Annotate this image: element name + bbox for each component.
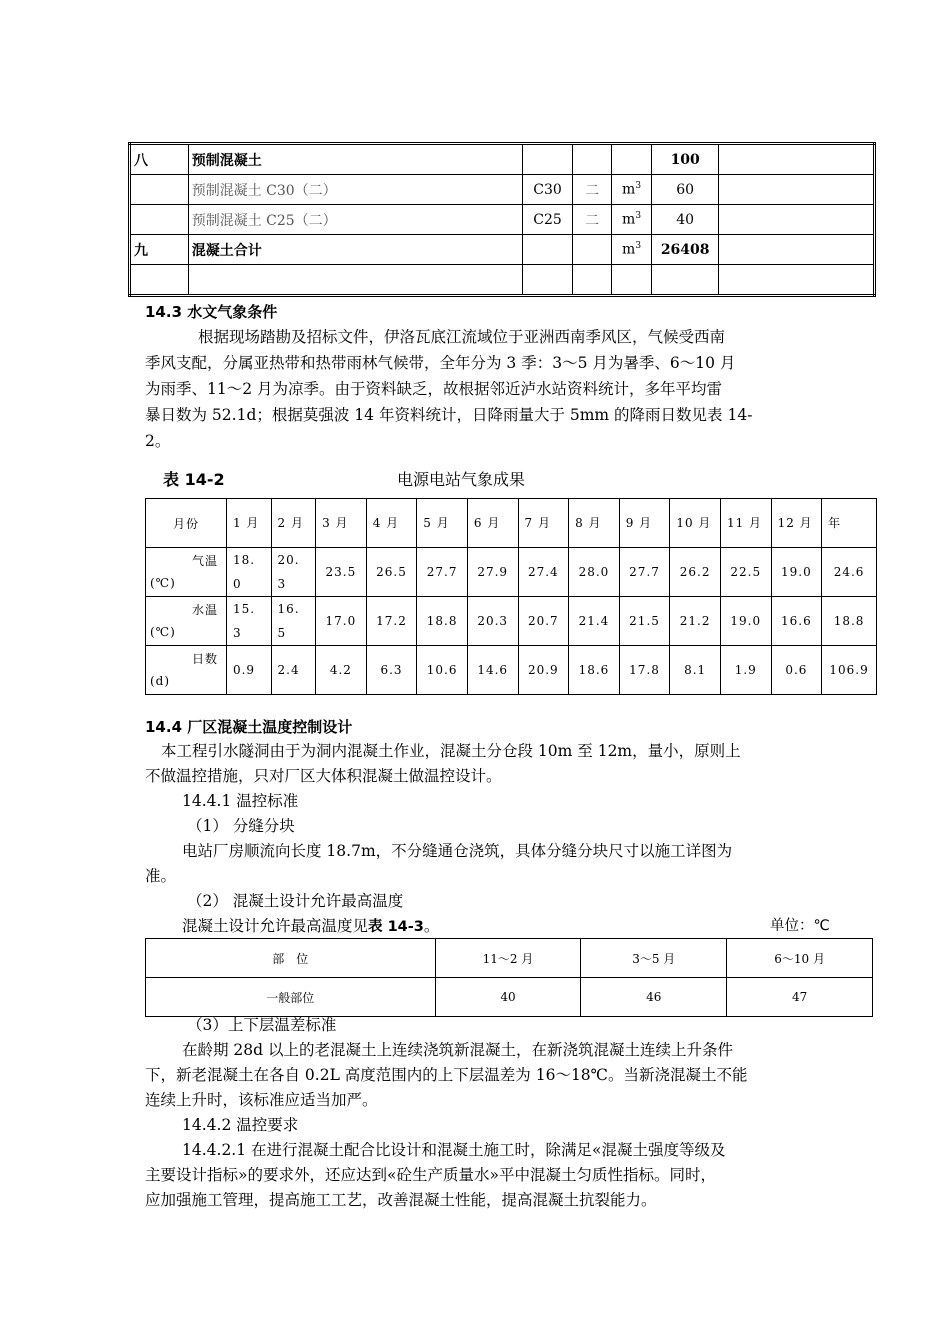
paragraph-line: 根据现场踏勘及招标文件，伊洛瓦底江流域位于亚洲西南季风区，气候受西南 xyxy=(198,328,726,346)
table-cell xyxy=(719,265,875,296)
table-cell: 一般部位 xyxy=(146,978,436,1017)
table-cell xyxy=(130,175,189,205)
table-cell xyxy=(226,548,271,597)
table-header-row xyxy=(146,939,873,978)
table-cell: 22.5 xyxy=(720,548,771,597)
table-cell: 17.2 xyxy=(366,597,417,646)
table-cell: 46 xyxy=(581,978,727,1017)
unit-superscript: 3 xyxy=(635,211,642,222)
max-temperature-table xyxy=(145,938,873,1017)
table-cell xyxy=(611,175,651,205)
table-cell: 23.5 xyxy=(316,548,367,597)
paragraph-line: 2。 xyxy=(145,432,171,450)
cell-text: 100 xyxy=(670,151,700,168)
table-cell: 24.6 xyxy=(822,548,877,597)
cell-text: 3 xyxy=(232,626,242,640)
header-cell: 5 月 xyxy=(417,499,468,548)
table-cell xyxy=(188,175,522,205)
table-cell xyxy=(719,144,875,175)
table-cell xyxy=(271,646,316,695)
table-14-2-label: 表 14-2 xyxy=(163,470,225,489)
paragraph-line: 为雨季、11～2 月为凉季。由于资料缺乏，故根据邻近泸水站资料统计，多年平均雷 xyxy=(145,380,723,398)
table-cell xyxy=(226,597,271,646)
table-cell: 27.7 xyxy=(619,548,670,597)
header-cell: 6 月 xyxy=(467,499,518,548)
row-label-cell xyxy=(146,597,227,646)
table-cell: 17.8 xyxy=(619,646,670,695)
table-cell: 10.6 xyxy=(417,646,468,695)
cell-text: 40 xyxy=(676,211,695,228)
table-cell xyxy=(652,235,719,265)
cell-text: 60 xyxy=(676,181,695,198)
table-cell: 26.5 xyxy=(366,548,417,597)
unit-superscript: 3 xyxy=(635,241,642,252)
row-label: 水温 xyxy=(191,603,218,617)
subsection-heading: 14.4.1 温控标准 xyxy=(182,792,299,810)
paragraph-line: 暴日数为 52.1d；根据莫强波 14 年资料统计，日降雨量大于 5mm 的降雨日数见表 14- xyxy=(145,406,753,424)
table-cell: 4.2 xyxy=(316,646,367,695)
row-unit: (℃) xyxy=(150,576,176,590)
table-row xyxy=(130,144,875,175)
table-row xyxy=(130,235,875,265)
header-cell: 8 月 xyxy=(569,499,620,548)
table-cell: 28.0 xyxy=(569,548,620,597)
table-cell xyxy=(719,175,875,205)
row-unit: (d) xyxy=(150,674,171,688)
cell-text: 九 xyxy=(134,242,148,259)
table-row xyxy=(146,978,873,1017)
table-row xyxy=(146,597,877,646)
section-14-4-body xyxy=(145,739,885,940)
header-cell: 9 月 xyxy=(619,499,670,548)
table-cell: 40 xyxy=(435,978,581,1017)
item-heading: （1） 分缝分块 xyxy=(187,817,295,835)
table-cell: 21.4 xyxy=(569,597,620,646)
table-cell: 27.7 xyxy=(417,548,468,597)
paragraph-line: 主要设计指标»的要求外，还应达到«砼生产质量水»平中混凝土匀质性指标。同时， xyxy=(145,1166,716,1184)
table-row xyxy=(130,175,875,205)
table-cell xyxy=(611,235,651,265)
table-cell xyxy=(271,597,316,646)
table-cell: 27.4 xyxy=(518,548,569,597)
paragraph-line xyxy=(145,914,885,940)
section-14-4-continued xyxy=(145,1013,885,1213)
cell-text: m xyxy=(622,211,636,228)
table-cell xyxy=(188,265,522,296)
row-label: 气温 xyxy=(191,554,218,568)
cell-text: 15. xyxy=(232,602,256,616)
header-cell: 年 xyxy=(822,499,877,548)
paragraph-line: 本工程引水隧洞由于为洞内混凝土作业，混凝土分仓段 10m 至 12m，量小，原则上 xyxy=(161,742,741,760)
table-cell xyxy=(226,646,271,695)
table-cell: 0.6 xyxy=(771,646,822,695)
table-cell: 8.1 xyxy=(670,646,721,695)
header-cell: 月份 xyxy=(146,499,227,548)
item-heading: （3）上下层温差标准 xyxy=(187,1016,337,1034)
table-cell: 106.9 xyxy=(822,646,877,695)
table-cell: 18.8 xyxy=(822,597,877,646)
table-cell xyxy=(719,205,875,235)
header-cell: 10 月 xyxy=(670,499,721,548)
table-cell xyxy=(611,265,651,296)
concrete-quantity-table xyxy=(128,142,876,297)
table-cell xyxy=(573,175,611,205)
table-cell xyxy=(573,205,611,235)
table-cell: 27.9 xyxy=(467,548,518,597)
section-14-3-body xyxy=(145,324,885,454)
table-cell xyxy=(652,205,719,235)
header-cell: 3～5 月 xyxy=(581,939,727,978)
cell-text: 3 xyxy=(277,577,287,591)
table-cell: 19.0 xyxy=(720,597,771,646)
paragraph-line: 不做温控措施，只对厂区大体积混凝土做温控设计。 xyxy=(145,767,502,785)
paragraph-text: 混凝土设计允许最高温度见 xyxy=(182,917,369,935)
table-cell: 18.6 xyxy=(569,646,620,695)
cell-text: 二 xyxy=(585,212,600,229)
paragraph-line: 电站厂房顺流向长度 18.7m，不分缝通仓浇筑，具体分缝分块尺寸以施工详图为 xyxy=(182,842,733,860)
table-cell xyxy=(130,144,189,175)
cell-text: 18. xyxy=(232,553,256,567)
table-cell: 1.9 xyxy=(720,646,771,695)
paragraph-line: 下，新老混凝土在各自 0.2L 高度范围内的上下层温差为 16～18℃。当新浇混凝土不能 xyxy=(145,1066,748,1084)
unit-label: 单位：℃ xyxy=(770,918,830,934)
table-cell: 16.6 xyxy=(771,597,822,646)
paragraph-line: 准。 xyxy=(145,867,177,885)
cell-text: 20. xyxy=(277,553,300,567)
header-cell: 6～10 月 xyxy=(727,939,873,978)
table-cell: 26.2 xyxy=(670,548,721,597)
row-label: 日数 xyxy=(191,652,218,666)
cell-text: 预制混凝土 xyxy=(191,152,262,169)
header-cell: 4 月 xyxy=(366,499,417,548)
table-cell xyxy=(188,144,522,175)
paragraph-line: 在龄期 28d 以上的老混凝土上连续浇筑新混凝土，在新浇筑混凝土连续上升条件 xyxy=(182,1041,734,1059)
table-cell xyxy=(573,235,611,265)
unit-superscript: 3 xyxy=(635,181,642,192)
table-cell xyxy=(573,144,611,175)
table-cell xyxy=(130,265,189,296)
table-row xyxy=(146,548,877,597)
table-row xyxy=(130,265,875,296)
table-cell xyxy=(522,175,573,205)
cell-text: m xyxy=(622,241,636,258)
table-cell xyxy=(522,205,573,235)
header-cell: 11～2 月 xyxy=(435,939,581,978)
header-cell: 2 月 xyxy=(271,499,316,548)
cell-text: 八 xyxy=(134,152,148,169)
cell-text: 5 xyxy=(277,626,287,640)
cell-text: 2.4 xyxy=(277,663,300,677)
header-cell: 1 月 xyxy=(226,499,271,548)
table-cell xyxy=(130,235,189,265)
table-cell: 47 xyxy=(727,978,873,1017)
cell-text: 预制混凝土 C25（二） xyxy=(191,212,337,229)
header-cell: 12 月 xyxy=(771,499,822,548)
table-cell: 14.6 xyxy=(467,646,518,695)
table-cell xyxy=(522,144,573,175)
header-cell: 11 月 xyxy=(720,499,771,548)
table-cell: 21.5 xyxy=(619,597,670,646)
table-cell xyxy=(652,175,719,205)
table-row xyxy=(130,205,875,235)
cell-text: 二 xyxy=(585,182,600,199)
table-14-2-title: 电源电站气象成果 xyxy=(397,470,526,489)
table-cell xyxy=(573,265,611,296)
table-cell: 19.0 xyxy=(771,548,822,597)
paragraph-line: 连续上升时，该标准应适当加严。 xyxy=(145,1091,378,1109)
table-cell xyxy=(271,548,316,597)
table-cell xyxy=(652,144,719,175)
row-label-cell xyxy=(146,646,227,695)
table-cell xyxy=(188,235,522,265)
table-cell xyxy=(611,144,651,175)
subsection-heading: 14.4.2 温控要求 xyxy=(182,1116,299,1134)
table-cell xyxy=(719,235,875,265)
cell-text: 16. xyxy=(277,602,300,616)
table-cell xyxy=(130,205,189,235)
cell-text: C30 xyxy=(533,181,562,198)
table-header-row xyxy=(146,499,877,548)
section-heading-14-3: 14.3 水文气象条件 xyxy=(145,303,278,321)
table-cell: 6.3 xyxy=(366,646,417,695)
row-unit: (℃) xyxy=(150,625,176,639)
cell-text: m xyxy=(622,181,636,198)
table-cell xyxy=(188,205,522,235)
item-heading: （2） 混凝土设计允许最高温度 xyxy=(187,892,404,910)
cell-text: 0.9 xyxy=(232,663,256,677)
table-cell xyxy=(652,265,719,296)
header-cell: 部 位 xyxy=(146,939,436,978)
cell-text: 混凝土合计 xyxy=(191,242,262,259)
table-cell: 21.2 xyxy=(670,597,721,646)
table-cell xyxy=(522,265,573,296)
table-row xyxy=(146,646,877,695)
header-cell: 7 月 xyxy=(518,499,569,548)
table-cell: 17.0 xyxy=(316,597,367,646)
section-heading-14-4: 14.4 厂区混凝土温度控制设计 xyxy=(145,718,353,736)
header-cell: 3 月 xyxy=(316,499,367,548)
paragraph-text: 。 xyxy=(423,917,440,935)
cell-text: 0 xyxy=(232,577,242,591)
table-reference: 表 14-3 xyxy=(368,919,424,935)
paragraph-line: 应加强施工管理，提高施工工艺，改善混凝土性能，提高混凝土抗裂能力。 xyxy=(145,1191,657,1209)
paragraph-line: 季风支配，分属亚热带和热带雨林气候带，全年分为 3 季：3～5 月为暑季、6～10 月 xyxy=(145,354,736,372)
row-label-cell xyxy=(146,548,227,597)
cell-text: 预制混凝土 C30（二） xyxy=(191,182,337,199)
table-cell: 20.7 xyxy=(518,597,569,646)
paragraph-line: 14.4.2.1 在进行混凝土配合比设计和混凝土施工时，除满足«混凝土强度等级及 xyxy=(182,1141,726,1159)
table-cell: 20.3 xyxy=(467,597,518,646)
cell-text: 26408 xyxy=(660,241,710,258)
table-cell: 20.9 xyxy=(518,646,569,695)
table-cell xyxy=(522,235,573,265)
table-cell xyxy=(611,205,651,235)
table-cell: 18.8 xyxy=(417,597,468,646)
cell-text: C25 xyxy=(533,211,562,228)
meteorology-table xyxy=(145,498,877,695)
